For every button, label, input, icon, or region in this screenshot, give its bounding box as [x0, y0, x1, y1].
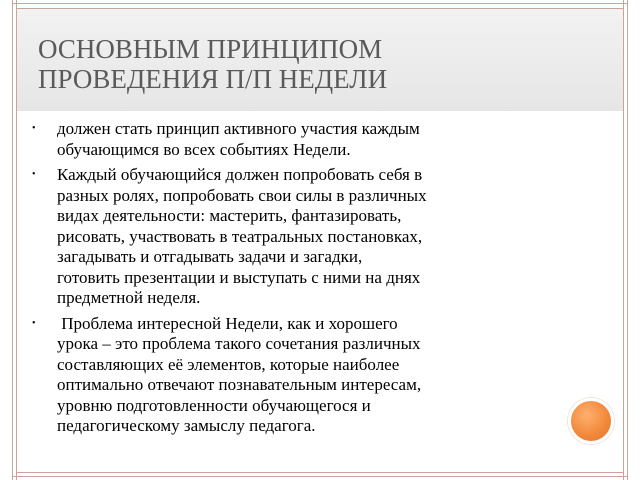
text-line: педагогическому замыслу педагога. — [57, 416, 316, 435]
bullet-item-1-text — [57, 119, 590, 160]
bullet-list — [30, 119, 590, 442]
bullet-item-3-text — [57, 314, 590, 437]
frame-line-right-inner — [623, 0, 624, 480]
bullet-item-2-text — [57, 165, 590, 309]
text-line: готовить презентации и выступать с ними на днях — [57, 267, 421, 287]
text-line: должен стать принцип активного участия каждым — [57, 119, 420, 138]
bullet-icon: • — [32, 169, 36, 180]
frame-line-left-outer — [12, 0, 13, 480]
text-line: урока – это проблема такого сочетания различных — [57, 334, 421, 353]
text-line: рисовать, участвовать в театральных постановках, — [57, 226, 423, 246]
text-line: видах деятельности: мастерить, фантазировать, — [57, 206, 402, 225]
bullet-item-2 — [30, 165, 590, 309]
text-line: Каждый обучающийся должен попробовать себя в — [57, 165, 423, 184]
bullet-icon: • — [32, 123, 36, 134]
bullet-icon: • — [32, 317, 36, 329]
text-line: предметной неделя. — [57, 288, 201, 307]
slide-title-line-2: ПРОВЕДЕНИЯ П/П НЕДЕЛИ — [38, 64, 388, 94]
text-line: разных ролях, попробовать свои силы в различных — [57, 185, 427, 205]
decorative-orange-circle — [568, 398, 614, 444]
text-line: загадывать и отгадывать задачи и загадки, — [57, 247, 363, 266]
frame-line-bottom-inner — [16, 472, 624, 473]
frame-line-bottom-outer — [12, 476, 628, 477]
text-line: Проблема интересной Недели, как и хорошего — [57, 313, 398, 333]
text-line: оптимально отвечают познавательным интересам, — [57, 375, 422, 394]
slide-title-line-1: ОСНОВНЫМ ПРИНЦИПОМ — [38, 34, 383, 64]
bullet-item-3 — [30, 314, 590, 437]
frame-line-top-outer — [12, 3, 628, 4]
text-line: уровню подготовленности обучающегося и — [57, 395, 371, 415]
text-line: обучающимся во всех событиях Недели. — [57, 139, 351, 159]
frame-line-right-outer — [627, 0, 628, 480]
slide-title — [38, 34, 598, 94]
bullet-item-1 — [30, 119, 590, 160]
text-line: составляющих её элементов, которые наиболее — [57, 354, 400, 374]
